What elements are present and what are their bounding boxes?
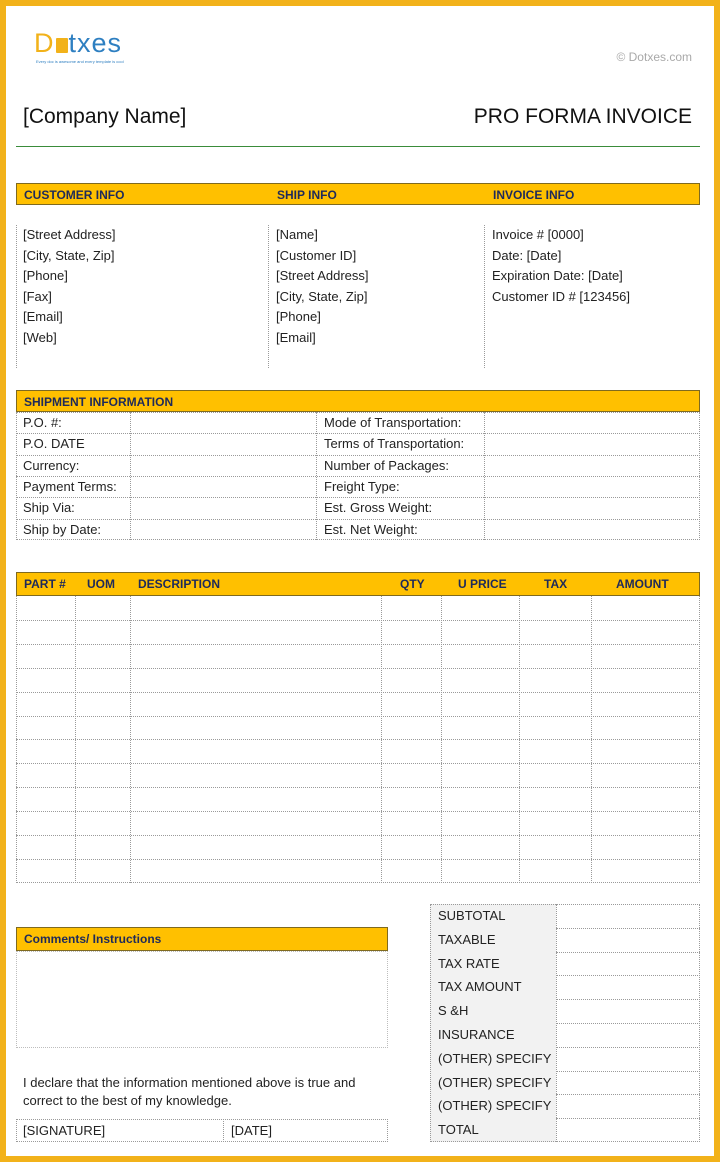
shipment-value-field[interactable] <box>131 519 315 540</box>
invoice-info-line[interactable]: Expiration Date: [Date] <box>492 268 623 284</box>
info-divider-left <box>16 225 17 368</box>
col-tax: TAX <box>544 577 568 591</box>
shipment-label: Terms of Transportation: <box>324 436 465 452</box>
table-cell[interactable] <box>130 716 381 740</box>
table-cell[interactable] <box>75 835 130 859</box>
logo-letters: txes <box>68 28 123 58</box>
ship-info-line[interactable]: [Phone] <box>276 309 321 325</box>
customer-info-line[interactable]: [Web] <box>23 330 57 345</box>
shipment-label: Payment Terms: <box>23 478 117 494</box>
shipment-value-field[interactable] <box>485 497 699 518</box>
totals-value-field[interactable] <box>557 928 699 952</box>
signature-divider <box>223 1119 224 1142</box>
totals-value-field[interactable] <box>557 952 699 976</box>
shipment-label: Ship by Date: <box>23 521 102 537</box>
shipment-value-field[interactable] <box>485 519 699 540</box>
table-cell[interactable] <box>130 787 381 811</box>
table-cell[interactable] <box>75 668 130 692</box>
table-row <box>16 692 700 716</box>
comments-heading: Comments/ Instructions <box>24 932 162 946</box>
table-cell[interactable] <box>130 763 381 787</box>
table-cell[interactable] <box>130 596 381 620</box>
ship-info-heading: SHIP INFO <box>277 188 337 202</box>
page-title: PRO FORMA INVOICE <box>473 105 692 128</box>
comments-header-bar <box>16 927 388 951</box>
table-cell[interactable] <box>130 739 381 763</box>
col-qty: QTY <box>400 577 425 591</box>
shipment-label: Mode of Transportation: <box>324 415 462 430</box>
table-cell[interactable] <box>441 739 519 763</box>
items-header-bar <box>16 572 700 596</box>
table-cell[interactable] <box>519 716 591 740</box>
table-row <box>16 644 700 668</box>
table-row <box>16 763 700 787</box>
shipment-value-field[interactable] <box>131 412 315 433</box>
table-cell[interactable] <box>519 644 591 668</box>
table-cell[interactable] <box>591 668 700 692</box>
table-cell[interactable] <box>519 835 591 859</box>
shipment-heading: SHIPMENT INFORMATION <box>24 395 174 409</box>
table-cell[interactable] <box>16 787 75 811</box>
shipment-label: Number of Packages: <box>324 457 450 473</box>
table-cell[interactable] <box>591 620 700 644</box>
table-cell[interactable] <box>381 811 441 835</box>
table-cell[interactable] <box>381 644 441 668</box>
totals-label: SUBTOTAL <box>438 908 506 923</box>
table-cell[interactable] <box>16 739 75 763</box>
shipment-value-field[interactable] <box>131 497 315 518</box>
shipment-label: P.O. #: <box>23 415 62 430</box>
customer-info-line[interactable]: [Fax] <box>23 288 52 304</box>
table-cell[interactable] <box>519 763 591 787</box>
table-cell[interactable] <box>591 787 700 811</box>
table-row <box>16 739 700 763</box>
totals-value-field[interactable] <box>557 1094 699 1118</box>
table-cell[interactable] <box>16 596 75 620</box>
document-icon <box>56 38 68 53</box>
table-cell[interactable] <box>591 859 700 883</box>
table-row <box>16 716 700 740</box>
table-cell[interactable] <box>75 811 130 835</box>
totals-label: TAX RATE <box>438 955 500 971</box>
totals-value-field[interactable] <box>557 1047 699 1071</box>
table-cell[interactable] <box>591 835 700 859</box>
customer-info-line[interactable]: [Phone] <box>23 268 68 284</box>
logo-letter-d: D <box>34 28 55 58</box>
table-cell[interactable] <box>16 716 75 740</box>
ship-info-line[interactable]: [Street Address] <box>276 268 369 284</box>
totals-label: S &H <box>438 1003 469 1019</box>
signature-field[interactable]: [SIGNATURE] <box>23 1123 106 1138</box>
customer-info-line[interactable]: [Street Address] <box>23 227 116 242</box>
table-row <box>16 787 700 811</box>
shipment-grid <box>16 412 700 540</box>
col-unit-price: U PRICE <box>458 577 507 591</box>
totals-label: (OTHER) SPECIFY <box>438 1050 552 1066</box>
table-cell[interactable] <box>381 596 441 620</box>
info-divider-right <box>484 225 485 368</box>
table-cell[interactable] <box>75 739 130 763</box>
shipment-label: Ship Via: <box>23 500 75 516</box>
table-cell[interactable] <box>381 692 441 716</box>
col-uom: UOM <box>87 577 115 591</box>
shipment-value-field[interactable] <box>485 433 699 454</box>
totals-label: TAXABLE <box>438 931 496 947</box>
comments-box[interactable] <box>16 951 388 1048</box>
table-row <box>16 620 700 644</box>
table-cell[interactable] <box>441 716 519 740</box>
table-cell[interactable] <box>519 620 591 644</box>
totals-value-field[interactable] <box>557 1023 699 1047</box>
table-cell[interactable] <box>519 859 591 883</box>
table-cell[interactable] <box>16 692 75 716</box>
table-cell[interactable] <box>519 692 591 716</box>
totals-value-field[interactable] <box>557 999 699 1023</box>
table-cell[interactable] <box>441 620 519 644</box>
shipment-value-field[interactable] <box>131 476 315 497</box>
table-row <box>16 668 700 692</box>
table-cell[interactable] <box>75 763 130 787</box>
shipment-label: Est. Net Weight: <box>324 521 418 537</box>
table-cell[interactable] <box>130 668 381 692</box>
table-cell[interactable] <box>130 644 381 668</box>
declaration-line-2: correct to the best of my knowledge. <box>23 1093 232 1108</box>
totals-label: INSURANCE <box>438 1027 515 1042</box>
table-cell[interactable] <box>441 835 519 859</box>
table-cell[interactable] <box>75 859 130 883</box>
shipment-value-field[interactable] <box>131 455 315 476</box>
ship-info-line[interactable]: [City, State, Zip] <box>276 288 368 304</box>
col-description: DESCRIPTION <box>138 577 221 591</box>
shipment-label: Freight Type: <box>324 478 400 494</box>
totals-grid <box>430 904 700 1142</box>
totals-value-field[interactable] <box>557 1071 699 1095</box>
table-cell[interactable] <box>381 739 441 763</box>
table-cell[interactable] <box>441 787 519 811</box>
ship-info-line[interactable]: [Customer ID] <box>276 247 357 263</box>
shipment-value-field[interactable] <box>485 455 699 476</box>
table-cell[interactable] <box>16 859 75 883</box>
table-cell[interactable] <box>381 763 441 787</box>
table-row <box>16 811 700 835</box>
table-cell[interactable] <box>381 787 441 811</box>
table-cell[interactable] <box>16 644 75 668</box>
info-divider-mid <box>268 225 269 368</box>
table-cell[interactable] <box>381 835 441 859</box>
declaration-text <box>23 1074 393 1110</box>
table-cell[interactable] <box>441 596 519 620</box>
totals-label: TOTAL <box>438 1122 479 1138</box>
table-cell[interactable] <box>381 716 441 740</box>
table-cell[interactable] <box>16 763 75 787</box>
shipment-value-field[interactable] <box>485 476 699 497</box>
table-cell[interactable] <box>519 668 591 692</box>
totals-label: TAX AMOUNT <box>438 979 522 995</box>
invoice-info-line[interactable]: Date: [Date] <box>492 247 562 263</box>
table-row <box>16 835 700 859</box>
date-field[interactable]: [DATE] <box>231 1123 272 1138</box>
table-cell[interactable] <box>591 763 700 787</box>
title-divider <box>16 146 700 147</box>
ship-info-line[interactable]: [Name] <box>276 227 318 242</box>
table-cell[interactable] <box>16 811 75 835</box>
table-cell[interactable] <box>519 811 591 835</box>
table-cell[interactable] <box>519 739 591 763</box>
info-header-bar <box>16 183 700 205</box>
table-cell[interactable] <box>381 859 441 883</box>
shipment-label: P.O. DATE <box>23 436 85 452</box>
table-cell[interactable] <box>16 835 75 859</box>
company-name[interactable]: [Company Name] <box>23 105 187 128</box>
table-cell[interactable] <box>441 668 519 692</box>
table-cell[interactable] <box>75 692 130 716</box>
table-cell[interactable] <box>591 692 700 716</box>
table-cell[interactable] <box>519 596 591 620</box>
shipment-label: Est. Gross Weight: <box>324 500 433 516</box>
declaration-line-1: I declare that the information mentioned above is true and <box>23 1075 356 1090</box>
table-cell[interactable] <box>441 763 519 787</box>
items-grid <box>16 596 700 883</box>
table-cell[interactable] <box>75 644 130 668</box>
table-cell[interactable] <box>75 620 130 644</box>
totals-value-field[interactable] <box>557 975 699 999</box>
table-cell[interactable] <box>591 644 700 668</box>
table-cell[interactable] <box>130 859 381 883</box>
table-cell[interactable] <box>130 811 381 835</box>
table-row <box>16 859 700 883</box>
table-cell[interactable] <box>441 692 519 716</box>
ship-info-line[interactable]: [Email] <box>276 330 316 345</box>
table-cell[interactable] <box>130 692 381 716</box>
totals-value-field[interactable] <box>557 904 699 928</box>
table-cell[interactable] <box>591 811 700 835</box>
invoice-info-line[interactable]: Invoice # [0000] <box>492 227 584 242</box>
table-cell[interactable] <box>519 787 591 811</box>
shipment-value-field[interactable] <box>485 412 699 433</box>
table-cell[interactable] <box>591 716 700 740</box>
customer-info-heading: CUSTOMER INFO <box>24 188 125 202</box>
table-cell[interactable] <box>441 644 519 668</box>
logo-tagline: Every doc is awesome and every template is cool <box>36 59 124 64</box>
table-cell[interactable] <box>75 787 130 811</box>
table-cell[interactable] <box>441 859 519 883</box>
customer-info-line[interactable]: [City, State, Zip] <box>23 247 115 263</box>
shipment-value-field[interactable] <box>131 433 315 454</box>
table-cell[interactable] <box>441 811 519 835</box>
table-cell[interactable] <box>16 620 75 644</box>
table-cell[interactable] <box>16 668 75 692</box>
table-cell[interactable] <box>130 620 381 644</box>
invoice-info-heading: INVOICE INFO <box>493 188 575 202</box>
totals-value-field[interactable] <box>557 1118 699 1142</box>
dotxes-logo <box>34 28 122 59</box>
shipment-label: Currency: <box>23 457 80 473</box>
table-cell[interactable] <box>75 716 130 740</box>
totals-label: (OTHER) SPECIFY <box>438 1074 552 1090</box>
table-cell[interactable] <box>381 620 441 644</box>
customer-info-line[interactable]: [Email] <box>23 309 63 325</box>
totals-label: (OTHER) SPECIFY <box>438 1098 552 1114</box>
invoice-info-line[interactable]: Customer ID # [123456] <box>492 288 631 304</box>
col-part: PART # <box>24 577 66 591</box>
table-cell[interactable] <box>75 596 130 620</box>
col-amount: AMOUNT <box>616 577 669 591</box>
table-cell[interactable] <box>591 596 700 620</box>
copyright-notice: © Dotxes.com <box>616 50 692 64</box>
table-cell[interactable] <box>381 668 441 692</box>
table-cell[interactable] <box>591 739 700 763</box>
table-row <box>16 596 700 620</box>
shipment-header-bar <box>16 390 700 412</box>
table-cell[interactable] <box>130 835 381 859</box>
